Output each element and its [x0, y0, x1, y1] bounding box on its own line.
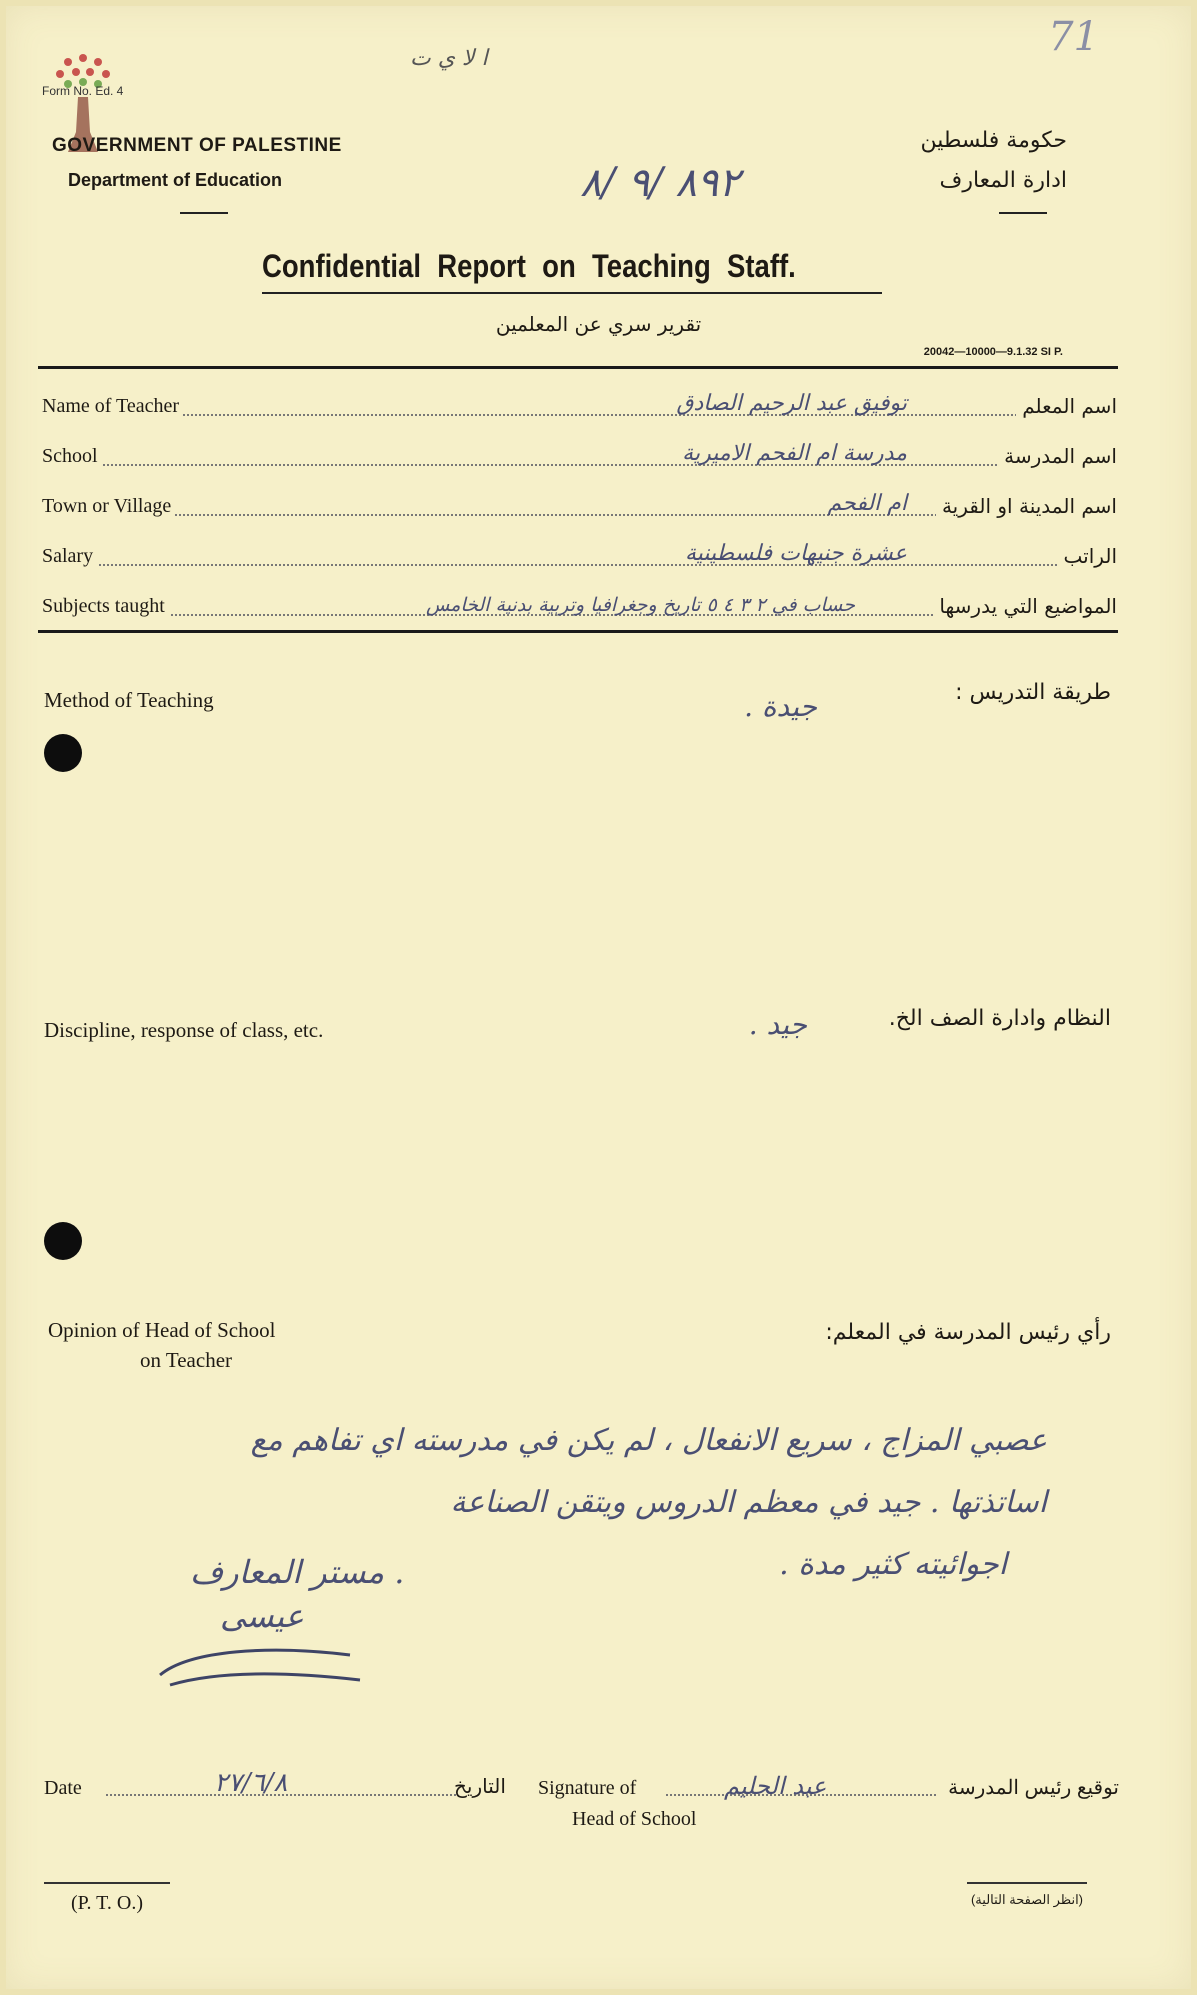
department-heading: Department of Education [68, 170, 283, 190]
field-label-arabic: اسم المعلم [1016, 394, 1117, 418]
reference-number: ٨٩٢ /٩ /٨ [580, 160, 740, 206]
field-value: ام الفحم [827, 491, 907, 516]
field-row-school [42, 434, 1117, 474]
field-label: School [42, 445, 102, 468]
discipline-label-arabic: النظام وادارة الصف الخ. [888, 1006, 1111, 1031]
method-label: Method of Teaching [44, 688, 214, 712]
opinion-label-line2: on Teacher [140, 1348, 233, 1372]
field-value: عشرة جنيهات فلسطينية [684, 541, 907, 566]
field-row-teacher-name [42, 384, 1117, 424]
signature-value: عبد الحليم [724, 1772, 827, 1800]
signature-label: Signature of [538, 1777, 637, 1799]
punch-hole [44, 1222, 82, 1260]
divider [999, 212, 1047, 214]
field-value: مدرسة ام الفحم الاميرية [682, 441, 907, 466]
initials [150, 1550, 404, 1638]
title-underline [262, 292, 882, 294]
method-label-arabic: طريقة التدريس : [955, 680, 1111, 705]
department-heading-arabic: ادارة المعارف [939, 168, 1067, 193]
field-label-arabic: اسم المدينة او القرية [936, 494, 1117, 518]
initials-line: عيسى [220, 1597, 304, 1635]
signature-label-arabic: توقيع رئيس المدرسة [948, 1777, 1119, 1799]
method-value: جيدة . [744, 690, 817, 723]
government-heading: GOVERNMENT OF PALESTINE [52, 135, 342, 156]
signature-row [44, 1760, 1119, 1804]
form-number: Form No. Ed. 4 [42, 84, 124, 98]
page-number: 71 [1048, 14, 1099, 60]
handwritten-scribble: ا لا ي ت [410, 46, 488, 71]
opinion-label-arabic: رأي رئيس المدرسة في المعلم: [825, 1320, 1111, 1345]
government-heading-arabic: حكومة فلسطين [920, 128, 1067, 153]
discipline-label: Discipline, response of class, etc. [44, 1018, 324, 1042]
remark-line: عصبي المزاج ، سريع الانفعال ، لم يكن في مدرسته اي تفاهم مع [250, 1423, 1047, 1458]
field-row-town [42, 484, 1117, 524]
field-value: توفيق عبد الرحيم الصادق [676, 391, 907, 416]
date-value: ٢٧/٦/٨ [214, 1768, 288, 1798]
head-of-school-label: Head of School [572, 1808, 697, 1830]
divider [180, 212, 228, 214]
field-label-arabic: اسم المدرسة [998, 444, 1117, 468]
rule-top [38, 366, 1118, 369]
print-code: 20042—10000—9.1.32 SI P. [923, 346, 1063, 358]
remark-line: اساتذتها . جيد في معظم الدروس ويتقن الصناعة [450, 1485, 1047, 1520]
punch-hole [44, 734, 82, 772]
pto-label: (P. T. O.) [44, 1882, 170, 1915]
field-label: Name of Teacher [42, 395, 183, 418]
initials-line: مستر المعارف . [190, 1553, 405, 1591]
field-row-salary [42, 534, 1117, 574]
flourish-icon [150, 1630, 370, 1700]
field-row-subjects [42, 584, 1117, 624]
field-label: Salary [42, 545, 97, 568]
date-label-arabic: التاريخ [454, 1774, 506, 1798]
report-title-arabic: تقرير سري عن المعلمين [495, 312, 702, 336]
field-label-arabic: الراتب [1058, 544, 1117, 568]
date-label: Date [44, 1777, 82, 1799]
field-label: Town or Village [42, 495, 175, 518]
field-value: حساب في ٢ ٣ ٤ ٥ تاريخ وجغرافيا وتربية بدنية الخامس [426, 594, 855, 616]
discipline-value: جيد . [748, 1008, 807, 1041]
field-label-arabic: المواضيع التي يدرسها [933, 594, 1117, 618]
field-label: Subjects taught [42, 595, 169, 618]
opinion-label: Opinion of Head of School [48, 1318, 276, 1342]
pto-label-arabic: (انظر الصفحة التالية) [967, 1882, 1087, 1908]
rule-fields-bottom [38, 630, 1118, 633]
remark-line: اجوائيته كثير مدة . [779, 1547, 1007, 1582]
report-title: Confidential Report on Teaching Staff. [262, 248, 796, 284]
